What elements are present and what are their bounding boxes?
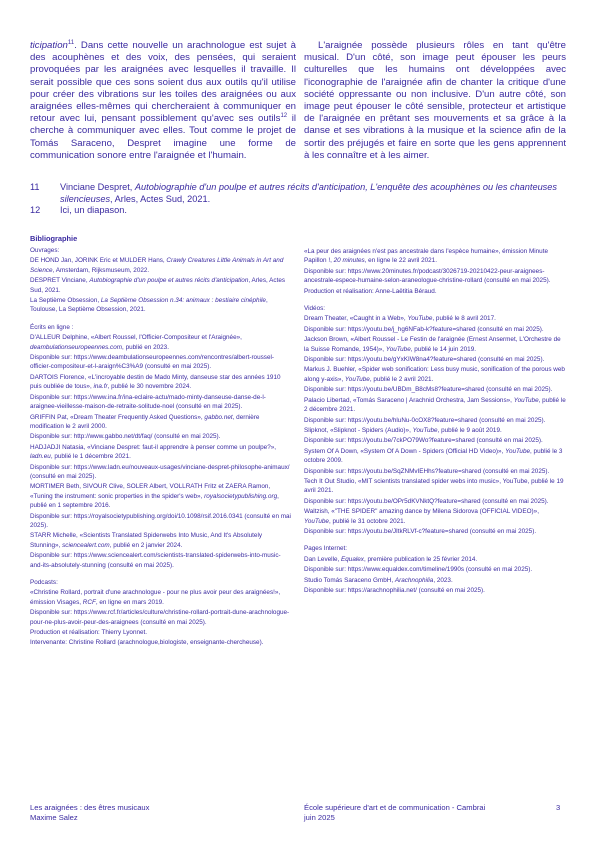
page-number: 3 [556,803,561,812]
bib-entry: HADJADJI Natasia, «Vinciane Despret: faut-il apprendre à penser comme un poulpe?», ladn.eu, publié le 1 décembre 2021. [30,443,277,461]
bib-entry: System Of A Down, «System Of A Down - Spiders (Official HD Video)», YouTube, publié le 3 octobre 2009. [304,447,563,465]
bib-entry: Disponible sur: https://www.rcf.fr/articles/culture/christine-rollard-portrait-dune-arachnologue-pour-ne-plus-avoir-peur-des-araignees (consulté en mai 2025). [30,609,290,626]
bib-entry: Disponible sur: https://royalsocietypublishing.org/doi/10.1098/rsif.2016.0341 (consulté en mai 2025). [30,512,291,529]
bib-section-heading: Podcasts: [30,579,58,586]
bibliography-column-right [304,246,566,595]
bib-section-heading: Vidéos: [304,305,326,313]
body-column-right [304,40,566,162]
bib-entry: Studio Tomás Saraceno GmbH, Arachnophilia, 2023. [304,576,453,584]
footnote-12 [30,205,570,217]
bib-section-pages [304,544,566,595]
bib-entry: Dream Theater, «Caught in a Web», YouTube, publié le 8 avril 2017. [304,315,496,323]
bib-entry: Waltzish, «"THE SPIDER" amazing dance by Milena Sidorova (OFFICIAL VIDEO)», YouTube, publié le 31 octobre 2021. [304,508,539,525]
bib-entry: Disponible sur: https://www.equaldex.com/timeline/1990s (consulté en mai 2025). [304,566,533,574]
bib-entry: Production et réalisation: Thierry Lyonnet. [30,629,148,637]
bib-entry: La Septième Obsession, La Septième Obsession n.34: animaux : bestiaire cinéphile, Toulouse, La Septième Obsession, 2021. [30,297,268,314]
bib-entry: Dan Levelle, Equalex, première publication le 25 février 2014. [304,555,478,563]
bib-entry: Disponible sur: https://youtu.be/SqZNMvIEHhs?feature=shared (consulté en mai 2025). [304,467,550,475]
bib-section-heading: Ouvrages: [30,247,60,254]
bib-entry: Tech It Out Studio, «MIT scientists translated spider webs into music», YouTube, publié le 19 avril 2021. [304,477,564,495]
bib-entry: Disponible sur: https://www.ladn.eu/nouveaux-usages/vinciane-despret-philosophe-animaux/ (consulté en mai 2025). [30,463,290,480]
bib-entry: Disponible sur: http://www.gabbo.net/dt/faq/ (consulté en mai 2025). [30,433,221,441]
body-text-right: L'araignée possède plusieurs rôles en tant qu'être musical. D'un côté, son image peut épouser les peurs culturelles que les humains ont développées avec l'iconographie de l'araignée afin de chanter la critique d'une société oppressante ou non inclusive. D'un autre côté, son image peut épouser le côté sensible, protecteur et artistique de l'araignée en prêtant ses mouvements et sa grâce à la danse et ses vibrations à la musique et la science afin de la sortir des préjugés et faire en sorte que les gens apprennent à les connaître et à les aimer. [304,40,566,161]
bib-entry: Disponible sur: https://www.sciencealert.com/scientists-translated-spiderwebs-into-music-and-its-absolutely-stunning (consulté en mai 2025). [30,552,281,569]
bib-entry: Disponible sur: https://www.20minutes.fr/podcast/3026719-20210422-peur-araignees-ancestrale-espece-humaine-selon-araneologue-christine-rollard (consulté en mai 2025). [304,267,551,285]
footer-author: Maxime Salez [30,812,78,822]
body-text-left-1: . Dans cette nouvelle un arachnologue est sujet à des acouphènes et des voix, des pensées, qui seraient provoquées par les araignées avec lesquelles il travaille. Il serait possible que ces sons soient dus aux outils qu'il utilise pour créer des vibrations sur les toiles des araignées ou aux araignées elles-mêmes qui chercheraient à communiquer en retour avec lui, pensant possiblement qu'avec ses outils [30,40,296,125]
bib-entry: DESPRET Vinciane, Autobiographie d'un poulpe et autres récits d'anticipation, Arles, Actes Sud, 2021. [30,277,286,294]
bib-entry: Intervenante: Christine Rollard (arachnologue,biologiste, enseignante-chercheuse). [30,639,264,647]
bib-entry: Disponible sur: https://youtu.be/gYxKIW8na4?feature=shared (consulté en mai 2025). [304,356,545,364]
footnote-ref-12[interactable]: 12 [280,113,288,120]
footnote-text: Vinciane Despret, Autobiographie d'un poulpe et autres récits d'anticipation, L'enquête des acouphènes ou les chanteuses silencieuses, Arles, Actes Sud, 2021. [60,182,557,204]
footnotes [30,182,570,217]
body-text-left-2: il cherche à communiquer avec elles. Tout comme le projet de Tomás Saraceno, Despret imagine une forme de communication sonore entre l'araignée et l'humain. [30,113,296,161]
footer-school: École supérieure d'art et de communication - Cambrai [304,803,486,812]
bib-entry: Markus J. Buehler, «Spider web sonification: Less busy music, sonification of the porous web along y-axis», YouTube, publié le 2 avril 2021. [304,366,565,383]
bib-section-heading: Pages Internet: [304,545,348,553]
bib-entry: Disponible sur: https://youtu.be/j_hg6NFab-k?feature=shared (consulté en mai 2025). [304,325,544,333]
footnote-ref-11[interactable]: 11 [67,39,75,46]
bib-entry: Slipknot, «Slipknot - Spiders (Audio)», YouTube, publié le 9 août 2019. [304,426,502,434]
footer-right [304,803,485,822]
bib-entry: Disponible sur: https://youtu.be/OPr5dKVNktQ?feature=shared (consulté en mai 2025). [304,497,549,505]
bib-entry: Production et réalisation: Anne-Laëtitia Béraud. [304,287,437,295]
bib-entry: «La peur des araignées n'est pas ancestrale dans l'espèce humaine», émission Minute Papillon !, 20 minutes, en ligne le 22 avril 2021. [304,248,548,265]
bib-entry: Disponible sur: https://www.deambulationseuropeennes.com/rencontres/albert-roussel-officier-compositeur-et-l-araign%C3%A9 (consulté en mai 2025). [30,354,275,371]
bib-entry: STARR Michelle, «Scientists Translated Spiderwebs Into Music, And It's Absolutely Stunning», sciencealert.com, publié en 2 janvier 2024. [30,532,263,549]
bib-entry: GRIFFIN Pat, «Dream Theater Frequently Asked Questions», gabbo.net, dernière modification le 2 avril 2000. [30,413,260,430]
bibliography-column-left [30,246,292,648]
footer-left [30,803,149,822]
bib-entry: Disponible sur: https://youtu.be/JItkRLVf-c?feature=shared (consulté en mai 2025). [304,527,537,535]
footer-title: Les araignées : des êtres musicaux [30,803,150,812]
bib-entry: Disponible sur: https://youtu.be/UBDm_B8cMs8?feature=shared (consulté en mai 2025). [304,386,553,394]
bib-entry: Jackson Brown, «Albert Roussel - Le Festin de l'araignée (Ernest Ansermet, L'Orchestre de la Suisse Romande, 1954)», YouTube, publié le 14 juin 2019. [304,336,561,353]
bibliography-title: Bibliographie [30,234,78,243]
bib-section-heading: Écrits en ligne : [30,323,74,331]
bib-entry: DE HOND Jan, JORINK Eric et MULDER Hans, Crawly Creatures Little Animals in Art and Science, Amsterdam, Rijksmuseum, 2022. [30,257,284,274]
bib-entry: Disponible sur: https://youtu.be/hluNu-0cOX8?feature=shared (consulté en mai 2025). [304,416,546,424]
footnote-number: 12 [30,205,41,215]
footnote-11 [30,182,570,205]
bib-entry: Palacio Libertad, «Tomás Saraceno | Arachnid Orchestra, Jam Sessions», YouTube, publié le 2 décembre 2021. [304,396,566,414]
bib-entry: «Christine Rollard, portrait d'une arachnologue - pour ne plus avoir peur des araignées!», émission Visages, RCF, en ligne en mars 2019. [30,589,281,606]
footer-date: juin 2025 [304,812,335,822]
bib-section-podcasts [30,578,292,648]
bib-entry: D'ALLEUR Delphine, «Albert Roussel, l'Officier-Compositeur et l'Araignée», deambulationseuropeennes.com, publié en 2023. [30,334,242,351]
bib-entry: Disponible sur: https://www.ina.fr/ina-eclaire-actu/mado-minty-danseuse-danse-de-l-araignee-vieillesse-maison-de-retraite-solitude-noel (consulté en mai 2025). [30,393,266,411]
bib-entry: DARTOIS Florence, «L'incroyable destin de Mado Minty, danseuse star des années 1910 puis oubliée de tous», ina.fr, publié le 30 novembre 2024. [30,373,281,391]
bib-section-podcasts-cont [304,247,566,296]
bib-entry: Disponible sur: https://arachnophilia.net/ (consulté en mai 2025). [304,587,485,594]
bib-section-ecrits [30,323,292,570]
bib-section-ouvrages [30,246,292,315]
bib-entry: MORTIMER Beth, SIVOUR Clive, SOLER Albert, VOLLRATH Fritz et ZAERA Ramon, «Tuning the instrument: sonic properties in the spider's web», royalsocietypublishing.org, publié en 1 septembre 2016. [30,483,279,510]
bib-section-videos [304,304,566,536]
body-column-left [30,40,296,162]
body-lead-italic: ticipation [30,40,68,51]
footnote-number: 11 [30,182,40,192]
footnote-text: Ici, un diapason. [60,205,127,215]
bib-entry: Disponible sur: https://youtu.be/7ckPO79Wo?feature=shared (consulté en mai 2025). [304,437,543,445]
